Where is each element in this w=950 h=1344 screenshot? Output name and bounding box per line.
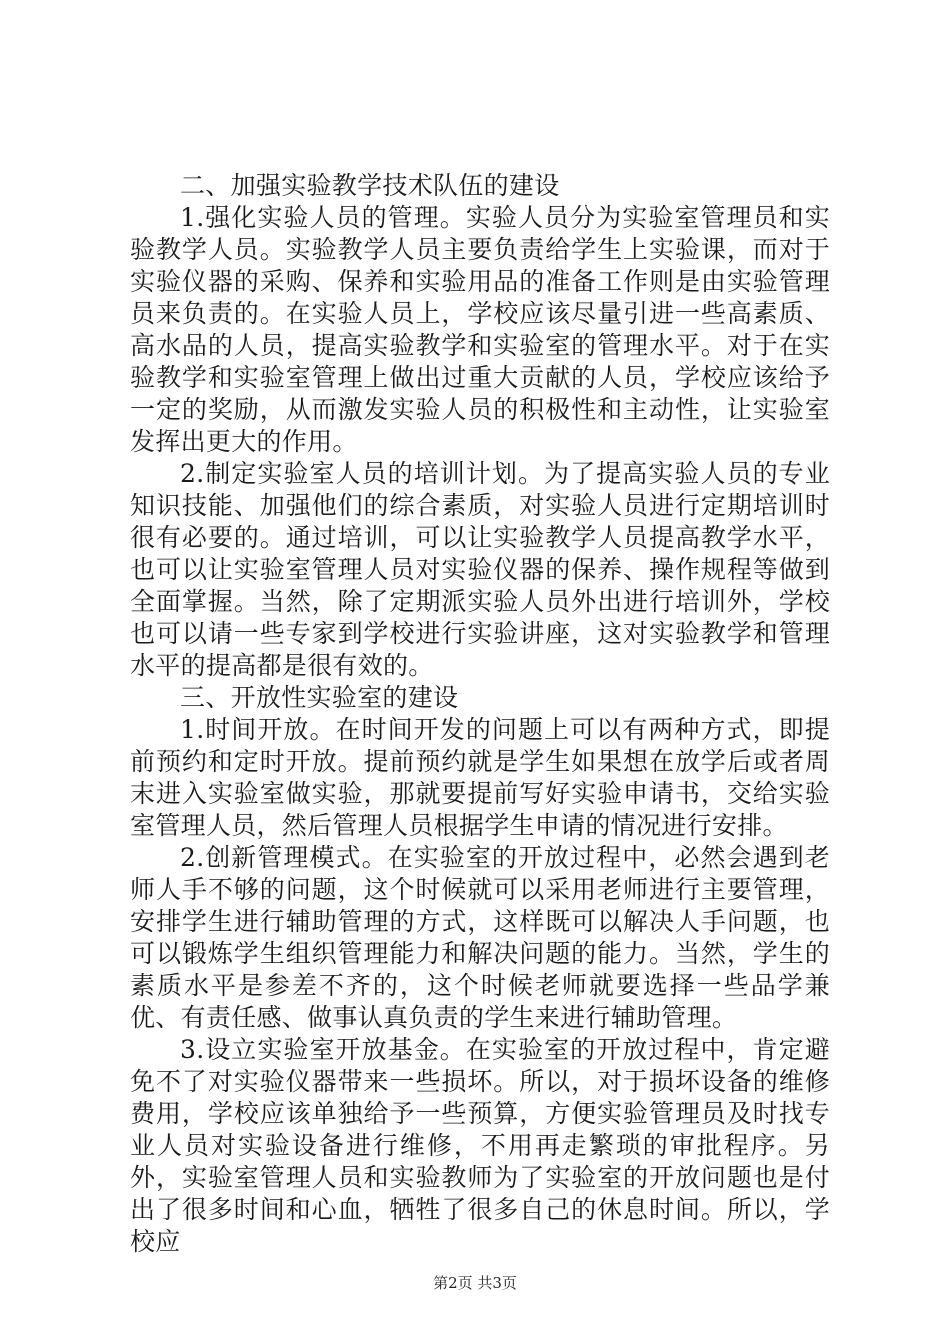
paragraph-2-1: 1.强化实验人员的管理。实验人员分为实验室管理员和实验教学人员。实验教学人员主要负责给学生上实验课，而对于实验仪器的采购、保养和实验用品的准备工作则是由实验管理员来负责的。在实验人员上，学校应该尽量引进一些高素质、高水品的人员，提高实验教学和实验室的管理水平。对于在实验教学和实验室管理上做出过重大贡献的人员，学校应该给予一定的奖励，从而激发实验人员的积极性和主动性，让实验室发挥出更大的作用。 <box>130 203 830 456</box>
section-heading-3: 三、开放性实验室的建设 <box>180 683 459 712</box>
paragraph-3-1: 1.时间开放。在时间开发的问题上可以有两种方式，即提前预约和定时开放。提前预约就是学生如果想在放学后或者周末进入实验室做实验，那就要提前写好实验申请书，交给实验室管理人员，然后管理人员根据学生申请的情况进行安排。 <box>130 715 830 840</box>
paragraph-2-2: 2.制定实验室人员的培训计划。为了提高实验人员的专业知识技能、加强他们的综合素质，对实验人员进行定期培训时很有必要的。通过培训，可以让实验教学人员提高教学水平，也可以让实验室管理人员对实验仪器的保养、操作规程等做到全面掌握。当然，除了定期派实验人员外出进行培训外，学校也可以请一些专家到学校进行实验讲座，这对实验教学和管理水平的提高都是很有效的。 <box>130 459 830 680</box>
paragraph-3-3: 3.设立实验室开放基金。在实验室的开放过程中，肯定避免不了对实验仪器带来一些损坏。所以，对于损坏设备的维修费用，学校应该单独给予一些预算，方便实验管理员及时找专业人员对实验设备进行维修，不用再走繁琐的审批程序。另外，实验室管理人员和实验教师为了实验室的开放问题也是付出了很多时间和心血，牺牲了很多自己的休息时间。所以，学校应 <box>130 1035 830 1256</box>
section-heading-2: 二、加强实验教学技术队伍的建设 <box>180 171 560 200</box>
document-body <box>130 170 830 1258</box>
paragraph-3-2: 2.创新管理模式。在实验室的开放过程中，必然会遇到老师人手不够的问题，这个时候就可以采用老师进行主要管理，安排学生进行辅助管理的方式，这样既可以解决人手问题，也可以锻炼学生组织管理能力和解决问题的能力。当然，学生的素质水平是参差不齐的，这个时候老师就要选择一些品学兼优、有责任感、做事认真负责的学生来进行辅助管理。 <box>130 843 830 1032</box>
page-number-footer: 第2页 共3页 <box>433 1274 517 1292</box>
